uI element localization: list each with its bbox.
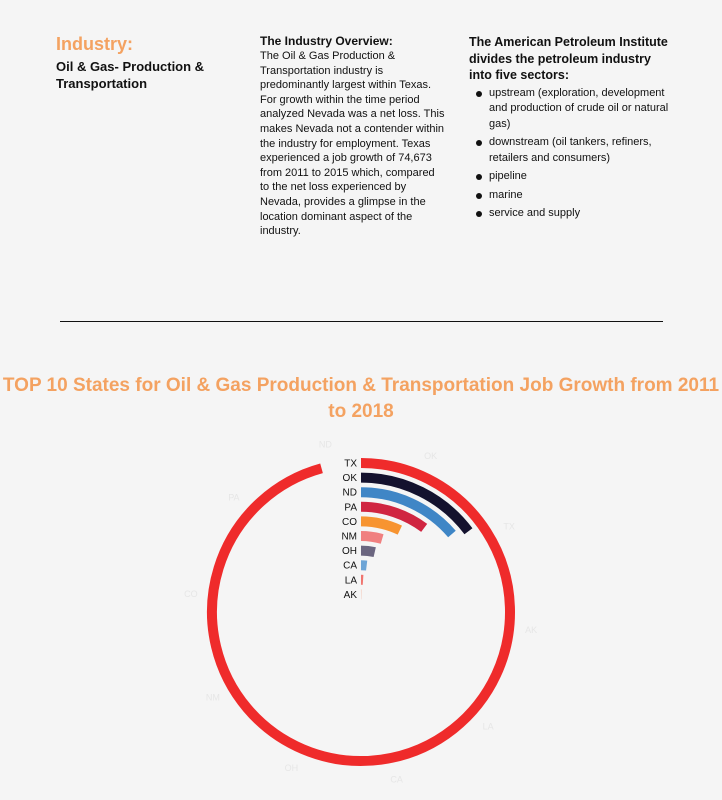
overview-title: The Industry Overview: (260, 34, 393, 48)
list-item: upstream (exploration, development and production of crude oil or natural gas) (469, 86, 669, 133)
list-item: service and supply (469, 206, 669, 222)
bar-co[interactable] (361, 521, 400, 530)
list-item: marine (469, 188, 669, 204)
sectors-title: The American Petroleum Institute divides the petroleum industry into five sectors: (469, 35, 668, 82)
angular-tick-label: LA (482, 721, 494, 732)
industry-label: Industry: (56, 34, 134, 54)
sectors-block (469, 34, 669, 225)
radial-bar-chart (0, 440, 722, 800)
category-label: AK (343, 589, 357, 601)
angular-tick-label: OK (424, 450, 438, 461)
sectors-list (469, 86, 669, 222)
category-label: LA (344, 575, 357, 587)
list-item: pipeline (469, 169, 669, 185)
section-divider (60, 321, 663, 322)
angular-tick-label: CA (390, 774, 403, 785)
angular-tick-label: NM (205, 692, 220, 703)
angular-tick-label: OH (284, 763, 299, 774)
category-label: NM (341, 531, 357, 543)
bar-tx[interactable] (212, 463, 510, 761)
angular-tick-label: PA (228, 492, 240, 503)
category-label: CA (343, 560, 357, 572)
overview-text: The Oil & Gas Production & Transportation industry is predominantly largest within Texas. For growth within the time period analyzed Nevada was a net loss. This makes Nevada not a contender within the industry for employment. Texas experienced a job growth of 74,673 from 2011 to 2015 which, compared to the net loss experienced by Nevada, provides a glimpse in the location dominant aspect of the industry. (260, 50, 445, 238)
bar-oh[interactable] (361, 551, 375, 553)
list-item: downstream (oil tankers, refiners, retailers and consumers) (469, 135, 669, 166)
angular-tick-label: AK (525, 624, 538, 635)
category-label: CO (342, 516, 357, 528)
industry-name: Oil & Gas- Production & Transportation (56, 59, 205, 91)
industry-block (56, 34, 246, 92)
category-label: ND (342, 487, 357, 499)
category-label: OK (342, 473, 357, 485)
category-label: TX (344, 458, 357, 470)
bar-nm[interactable] (361, 536, 382, 539)
category-label: OH (342, 546, 357, 558)
angular-tick-label: ND (318, 440, 332, 450)
category-label: PA (344, 502, 357, 514)
chart-title: TOP 10 States for Oil & Gas Production & Transportation Job Growth from 2011 to 2018 (2, 375, 720, 422)
angular-tick-label: CO (184, 589, 198, 600)
angular-tick-label: TX (503, 521, 515, 532)
overview-block (260, 34, 445, 239)
